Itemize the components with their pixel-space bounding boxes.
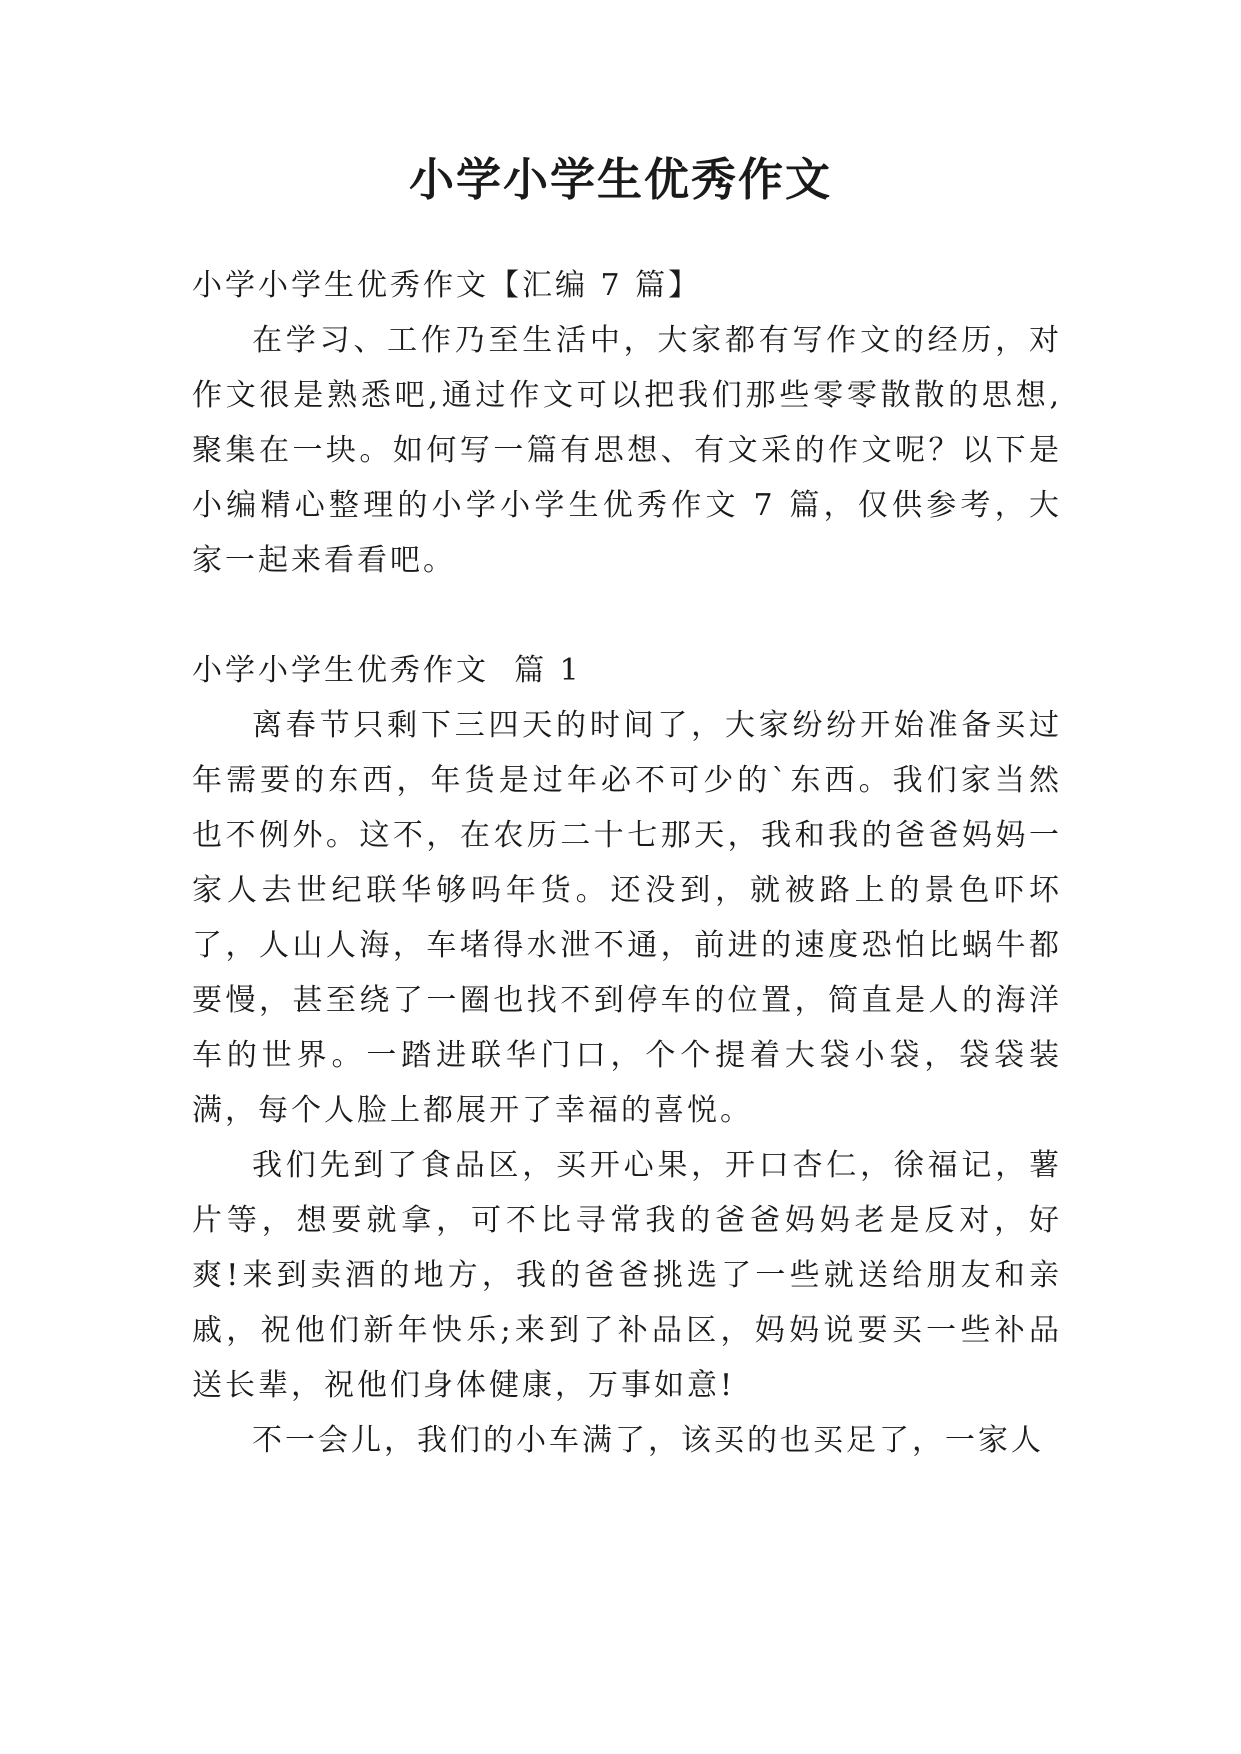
- body-paragraph: 我们先到了食品区，买开心果，开口杏仁，徐福记，薯片等，想要就拿，可不比寻常我的爸爸妈妈老是反对，好爽!来到卖酒的地方，我的爸爸挑选了一些就送给朋友和亲戚，祝他们新年快乐;来到了补品区，妈妈说要买一些补品送长辈，祝他们身体健康，万事如意!: [192, 1148, 1062, 1403]
- document-body: [192, 258, 1062, 1468]
- section-spacer: [192, 588, 1062, 643]
- body-paragraph: 离春节只剩下三四天的时间了，大家纷纷开始准备买过年需要的东西，年货是过年必不可少的`东西。我们家当然也不例外。这不，在农历二十七那天，我和我的爸爸妈妈一家人去世纪联华够吗年货。还没到，就被路上的景色吓坏了，人山人海，车堵得水泄不通，前进的速度恐怕比蜗牛都要慢，甚至绕了一圈也找不到停车的位置，简直是人的海洋车的世界。一踏进联华门口，个个提着大袋小袋，袋袋装满，每个人脸上都展开了幸福的喜悦。: [192, 708, 1062, 1128]
- section-heading: 小学小学生优秀作文 篇 1: [192, 653, 582, 688]
- page-title: 小学小学生优秀作文: [408, 153, 832, 206]
- intro-paragraph: 在学习、工作乃至生活中，大家都有写作文的经历，对作文很是熟悉吧,通过作文可以把我们那些零零散散的思想,聚集在一块。如何写一篇有思想、有文采的作文呢？以下是小编精心整理的小学小学生优秀作文 7 篇，仅供参考，大家一起来看看吧。: [192, 323, 1062, 578]
- body-paragraph: 不一会儿，我们的小车满了，该买的也买足了，一家人: [252, 1423, 1044, 1458]
- essay-section-1: [192, 643, 1062, 1468]
- document-subtitle: 小学小学生优秀作文【汇编 7 篇】: [192, 268, 702, 303]
